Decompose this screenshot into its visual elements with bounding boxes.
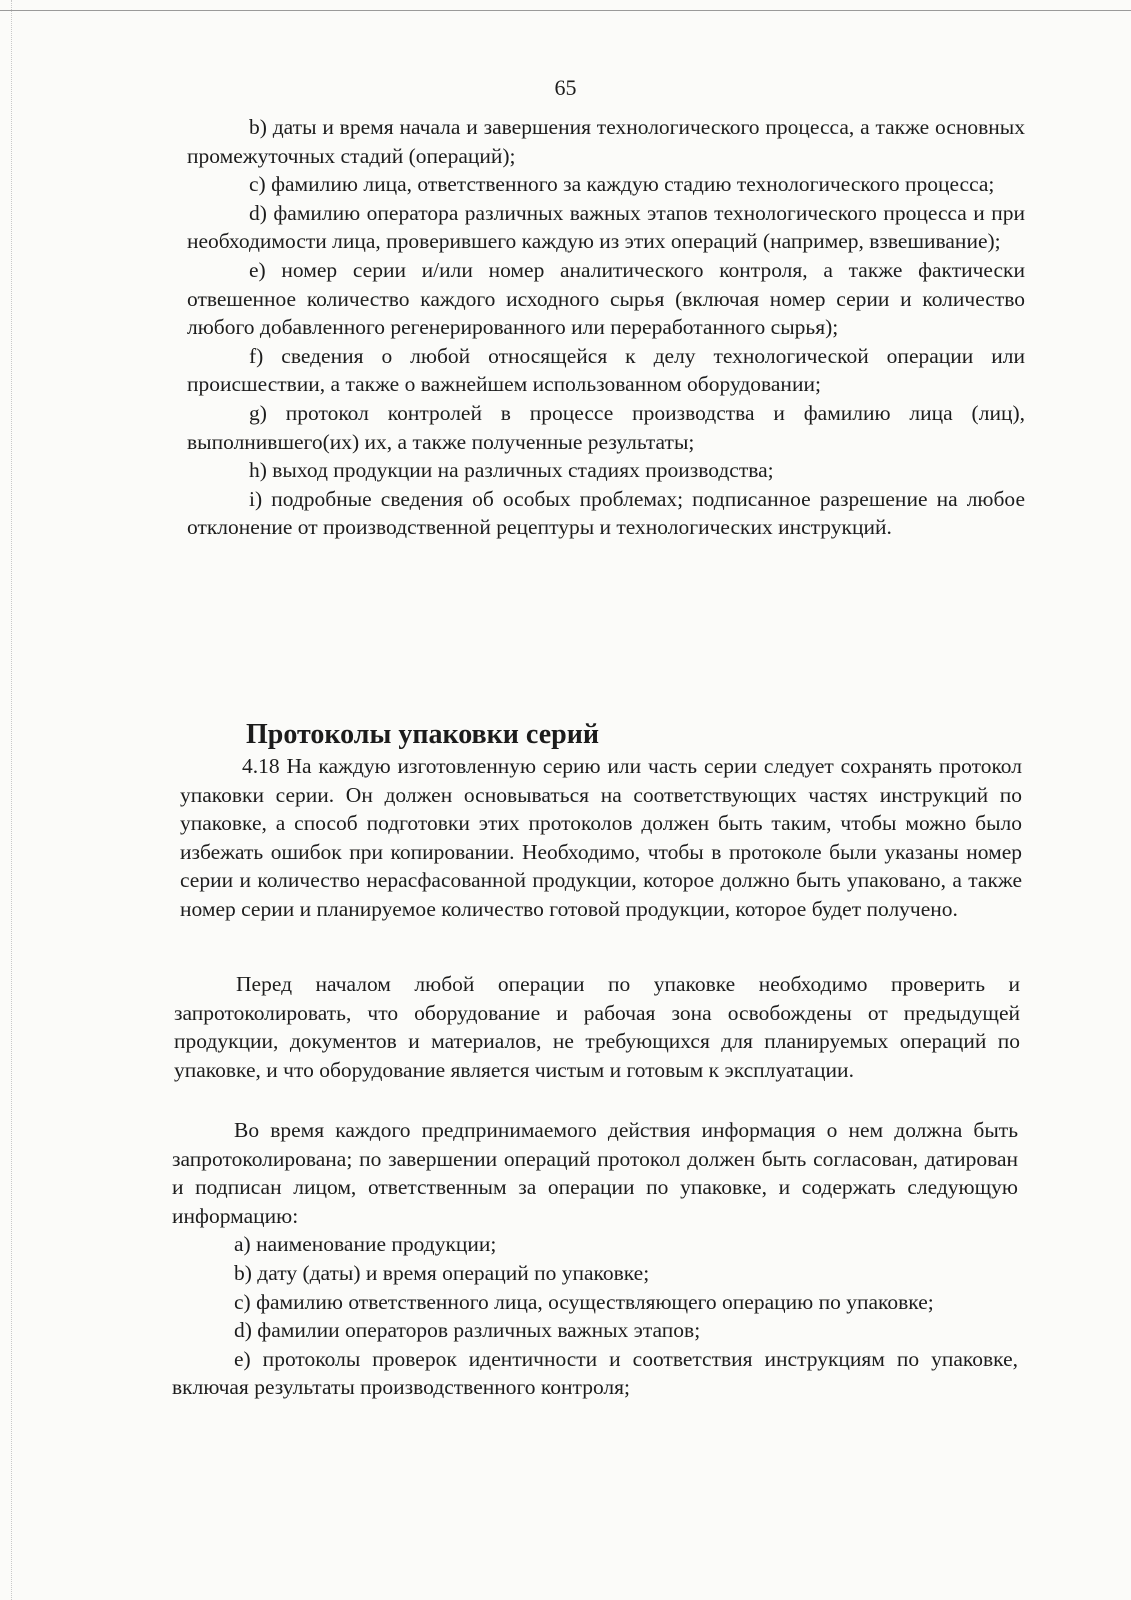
item-d-operator: d) фамилию оператора различных важных этапов технологического процесса и при необходимости лица, проверившего каждую из этих операций (например, взвешивание); bbox=[187, 200, 1025, 254]
item-h-yield: h) выход продукции на различных стадиях производства; bbox=[249, 458, 774, 483]
pack-item-d-operators: d) фамилии операторов различных важных этапов; bbox=[234, 1318, 701, 1343]
pre-packaging-check bbox=[174, 970, 1020, 1084]
item-c-responsible-person: c) фамилию лица, ответственного за каждую стадию технологического процесса; bbox=[249, 172, 995, 197]
page-top-edge bbox=[0, 10, 1131, 11]
item-g-in-process-controls: g) протокол контролей в процессе производства и фамилию лица (лиц), выполнившего(их) их, а также полученные результаты; bbox=[187, 400, 1025, 454]
paragraph-during-action: Во время каждого предпринимаемого действия информация о нем должна быть запротоколирована; по завершении операций протокол должен быть согласован, датирован и подписан лицом, ответственным за операции по упаковке, и содержать следующую информацию: bbox=[172, 1118, 1018, 1228]
page-left-edge bbox=[11, 0, 12, 1600]
section-heading: Протоколы упаковки серий bbox=[246, 719, 599, 750]
page-number: 65 bbox=[554, 75, 577, 100]
pack-item-c-responsible: c) фамилию ответственного лица, осуществляющего операцию по упаковке; bbox=[234, 1289, 934, 1314]
pack-item-e-checks: e) протоколы проверок идентичности и соответствия инструкциям по упаковке, включая результаты производственного контроля; bbox=[172, 1346, 1018, 1400]
item-f-operation-details: f) сведения о любой относящейся к делу технологической операции или происшествии, а также о важнейшем использованном оборудовании; bbox=[187, 343, 1025, 397]
packaging-record-items bbox=[172, 1116, 1018, 1402]
item-i-problems: i) подробные сведения об особых проблемах; подписанное разрешение на любое отклонение от производственной рецептуры и технологических инструкций. bbox=[187, 486, 1025, 540]
pack-item-b-dates: b) дату (даты) и время операций по упаковке; bbox=[234, 1260, 650, 1285]
item-e-batch-number: e) номер серии и/или номер аналитического контроля, а также фактически отвешенное количество каждого исходного сырья (включая номер серии и количество любого добавленного регенерированного или переработанного сырья); bbox=[187, 257, 1025, 340]
paragraph-before-packaging: Перед началом любой операции по упаковке необходимо проверить и запротоколировать, что оборудование и рабочая зона освобождены от предыдущей продукции, документов и материалов, не требующихся для планируемых операций по упаковке, и что оборудование является чистым и готовым к эксплуатации. bbox=[174, 972, 1020, 1082]
production-record-items bbox=[187, 113, 1025, 542]
paragraph-4-18: 4.18 На каждую изготовленную серию или часть серии следует сохранять протокол упаковки серии. Он должен основываться на соответствующих частях инструкций по упаковке, а способ подготовки этих протоколов должен быть таким, чтобы можно было избежать ошибок при копировании. Необходимо, чтобы в протоколе были указаны номер серии и количество нерасфасованной продукции, которое должно быть упаковано, а также номер серии и планируемое количество готовой продукции, которое будет получено. bbox=[180, 754, 1022, 921]
item-b-dates: b) даты и время начала и завершения технологического процесса, а также основных промежуточных стадий (операций); bbox=[187, 115, 1025, 168]
pack-item-a-product-name: a) наименование продукции; bbox=[234, 1232, 497, 1257]
packaging-section bbox=[180, 718, 1022, 924]
